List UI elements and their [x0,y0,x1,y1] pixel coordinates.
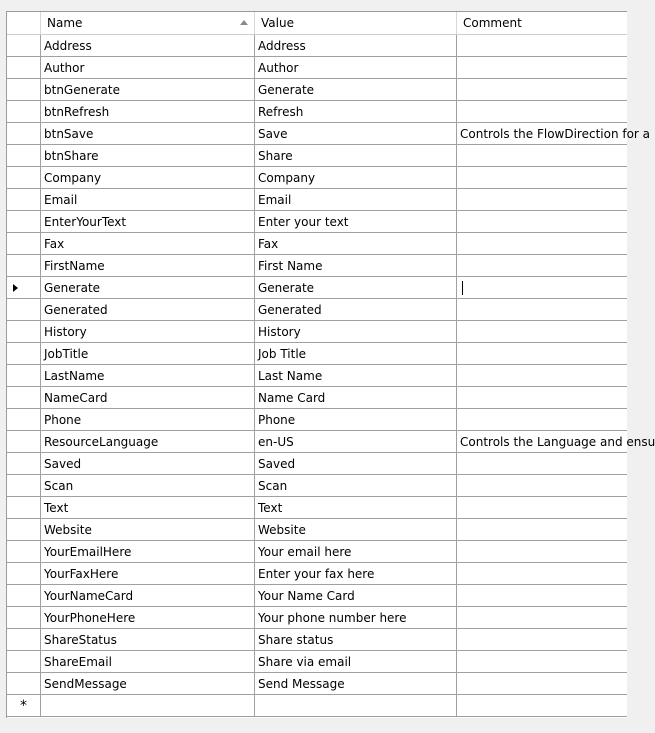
row-selector[interactable] [7,101,41,123]
comment-cell[interactable] [457,35,627,57]
new-row[interactable] [7,695,627,717]
table-row[interactable] [7,475,627,497]
name-cell[interactable]: Fax [41,233,255,255]
name-column-label: Name [47,16,83,30]
name-cell[interactable]: Generate [41,277,255,299]
row-selector[interactable] [7,57,41,79]
row-selector[interactable] [7,431,41,453]
table-row[interactable] [7,585,627,607]
table-row[interactable] [7,189,627,211]
value-cell[interactable]: Scan [255,475,457,497]
value-cell[interactable]: Address [255,35,457,57]
name-cell[interactable]: Address [41,35,255,57]
grid-body [7,35,655,717]
value-cell[interactable]: Last Name [255,365,457,387]
row-selector[interactable] [7,673,41,695]
row-selector[interactable] [7,497,41,519]
table-row[interactable] [7,123,651,145]
value-cell[interactable]: Saved [255,453,457,475]
table-row[interactable] [7,299,627,321]
comment-cell[interactable] [457,519,627,541]
value-cell[interactable]: Generated [255,299,457,321]
value-cell[interactable]: Enter your text [255,211,457,233]
name-cell[interactable]: Generated [41,299,255,321]
row-selector[interactable] [7,79,41,101]
comment-cell[interactable] [457,453,627,475]
comment-cell[interactable] [457,167,627,189]
comment-cell[interactable] [457,475,627,497]
comment-cell[interactable] [457,233,627,255]
row-selector[interactable] [7,651,41,673]
comment-cell[interactable] [457,343,627,365]
table-row[interactable] [7,233,627,255]
comment-cell[interactable]: Controls the Language and ensu [457,431,627,453]
row-selector[interactable] [7,541,41,563]
table-row[interactable] [7,167,627,189]
table-row[interactable] [7,365,627,387]
table-row[interactable] [7,35,627,57]
table-row[interactable] [7,563,627,585]
table-row[interactable] [7,629,627,651]
select-all-header[interactable] [7,12,41,34]
row-selector[interactable] [7,409,41,431]
table-row[interactable] [7,101,627,123]
table-row[interactable] [7,673,627,695]
table-row[interactable] [7,145,627,167]
comment-cell[interactable] [457,607,627,629]
new-row-asterisk-icon: * [20,698,27,714]
name-cell[interactable]: NameCard [41,387,255,409]
comment-cell[interactable] [457,629,627,651]
new-value-cell[interactable] [255,695,457,717]
name-cell[interactable]: JobTitle [41,343,255,365]
row-selector[interactable] [7,607,41,629]
row-selector[interactable] [7,299,41,321]
name-cell[interactable]: YourNameCard [41,585,255,607]
comment-cell[interactable] [457,299,627,321]
name-cell[interactable]: Email [41,189,255,211]
name-cell[interactable]: Phone [41,409,255,431]
value-cell[interactable]: Send Message [255,673,457,695]
row-selector[interactable] [7,321,41,343]
comment-cell[interactable] [457,585,627,607]
comment-cell[interactable] [457,365,627,387]
comment-cell[interactable] [457,673,627,695]
row-selector[interactable] [7,563,41,585]
value-cell[interactable]: Your Name Card [255,585,457,607]
row-selector[interactable] [7,585,41,607]
comment-cell[interactable] [457,145,627,167]
name-cell[interactable]: LastName [41,365,255,387]
table-row[interactable] [7,409,627,431]
name-cell[interactable]: History [41,321,255,343]
new-name-cell[interactable] [41,695,255,717]
row-selector[interactable] [7,387,41,409]
name-cell[interactable]: btnShare [41,145,255,167]
row-selector[interactable] [7,145,41,167]
name-cell[interactable]: Company [41,167,255,189]
text-caret [462,281,463,295]
row-selector[interactable] [7,211,41,233]
value-cell[interactable]: Your phone number here [255,607,457,629]
value-cell[interactable]: Save [255,123,457,145]
value-cell[interactable]: Email [255,189,457,211]
row-selector[interactable] [7,35,41,57]
table-row[interactable] [7,607,627,629]
name-cell[interactable]: YourEmailHere [41,541,255,563]
name-cell[interactable]: YourFaxHere [41,563,255,585]
comment-cell[interactable] [457,563,627,585]
name-cell[interactable]: Text [41,497,255,519]
value-column-label: Value [261,16,294,30]
resource-grid[interactable] [6,11,655,718]
name-cell[interactable]: YourPhoneHere [41,607,255,629]
name-cell[interactable]: btnSave [41,123,255,145]
row-selector[interactable] [7,167,41,189]
value-cell[interactable]: Your email here [255,541,457,563]
name-cell[interactable]: btnGenerate [41,79,255,101]
comment-cell[interactable] [457,541,627,563]
name-cell[interactable]: EnterYourText [41,211,255,233]
table-row[interactable] [7,343,627,365]
value-cell[interactable]: Company [255,167,457,189]
row-selector[interactable] [7,365,41,387]
value-cell[interactable]: Generate [255,277,457,299]
name-cell[interactable]: Saved [41,453,255,475]
table-row[interactable] [7,255,627,277]
new-row-selector[interactable] [7,695,41,717]
row-selector[interactable] [7,629,41,651]
value-cell[interactable]: Share [255,145,457,167]
value-cell[interactable]: Name Card [255,387,457,409]
comment-column-label: Comment [463,16,522,30]
comment-cell[interactable] [457,651,627,673]
comment-cell[interactable] [457,497,627,519]
value-cell[interactable]: Website [255,519,457,541]
name-cell[interactable]: Scan [41,475,255,497]
value-cell[interactable]: Generate [255,79,457,101]
value-cell[interactable]: Job Title [255,343,457,365]
table-row[interactable] [7,79,627,101]
table-row[interactable] [7,277,627,299]
table-row[interactable] [7,321,627,343]
name-cell[interactable]: FirstName [41,255,255,277]
row-selector[interactable] [7,189,41,211]
name-cell[interactable]: ShareStatus [41,629,255,651]
name-cell[interactable]: ResourceLanguage [41,431,255,453]
comment-cell[interactable] [457,79,627,101]
column-header-row [7,12,627,35]
table-row[interactable] [7,651,627,673]
row-selector[interactable] [7,343,41,365]
value-cell[interactable]: Share via email [255,651,457,673]
name-cell[interactable]: Author [41,57,255,79]
value-cell[interactable]: en-US [255,431,457,453]
value-column-header[interactable] [255,12,457,34]
comment-cell[interactable] [457,57,627,79]
row-selector[interactable] [7,255,41,277]
table-row[interactable] [7,431,655,453]
value-cell[interactable]: Share status [255,629,457,651]
table-row[interactable] [7,541,627,563]
row-selector[interactable] [7,475,41,497]
comment-column-header[interactable] [457,12,627,34]
value-cell[interactable]: Enter your fax here [255,563,457,585]
value-cell[interactable]: First Name [255,255,457,277]
table-row[interactable] [7,387,627,409]
table-row[interactable] [7,57,627,79]
comment-cell[interactable] [457,321,627,343]
table-row[interactable] [7,453,627,475]
comment-cell[interactable] [457,387,627,409]
name-column-header[interactable] [41,12,255,34]
value-cell[interactable]: Phone [255,409,457,431]
comment-cell[interactable] [457,189,627,211]
current-row-arrow-icon [13,284,18,292]
row-selector[interactable] [7,233,41,255]
row-selector[interactable] [7,277,41,299]
comment-cell[interactable] [457,101,627,123]
value-cell[interactable]: Text [255,497,457,519]
table-row[interactable] [7,211,627,233]
row-selector[interactable] [7,123,41,145]
name-cell[interactable]: ShareEmail [41,651,255,673]
name-cell[interactable]: SendMessage [41,673,255,695]
value-cell[interactable]: Refresh [255,101,457,123]
comment-cell[interactable] [457,409,627,431]
table-row[interactable] [7,497,627,519]
comment-cell[interactable]: Controls the FlowDirection for a [457,123,627,145]
sort-ascending-icon [240,20,248,25]
table-row[interactable] [7,519,627,541]
new-comment-cell[interactable] [457,695,627,717]
comment-cell[interactable] [457,277,627,299]
value-cell[interactable]: Author [255,57,457,79]
row-selector[interactable] [7,453,41,475]
comment-cell[interactable] [457,211,627,233]
row-selector[interactable] [7,519,41,541]
value-cell[interactable]: History [255,321,457,343]
comment-cell[interactable] [457,255,627,277]
name-cell[interactable]: btnRefresh [41,101,255,123]
name-cell[interactable]: Website [41,519,255,541]
value-cell[interactable]: Fax [255,233,457,255]
